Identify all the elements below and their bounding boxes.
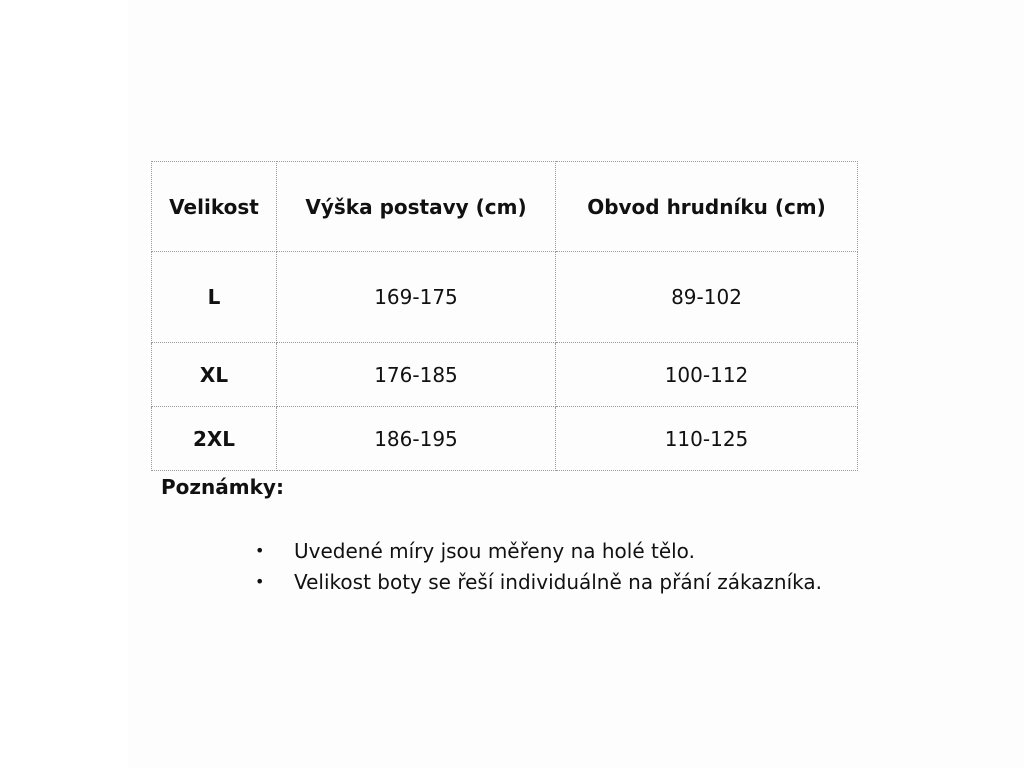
table-row xyxy=(152,343,858,407)
height-cell: 186-195 xyxy=(277,407,556,471)
header-size: Velikost xyxy=(152,162,277,252)
chest-cell: 100-112 xyxy=(556,343,858,407)
list-item xyxy=(250,568,822,599)
bullet-icon: • xyxy=(255,541,265,560)
list-item xyxy=(250,537,822,568)
notes-list xyxy=(250,537,822,599)
table-row xyxy=(152,407,858,471)
size-cell: 2XL xyxy=(152,407,277,471)
size-cell: XL xyxy=(152,343,277,407)
height-cell: 169-175 xyxy=(277,252,556,343)
size-chart-table xyxy=(151,161,858,471)
table-row xyxy=(152,252,858,343)
note-text: Velikost boty se řeší individuálně na přání zákazníka. xyxy=(294,570,823,594)
table-header-row xyxy=(152,162,858,252)
chest-cell: 89-102 xyxy=(556,252,858,343)
chest-cell: 110-125 xyxy=(556,407,858,471)
header-body-height: Výška postavy (cm) xyxy=(277,162,556,252)
note-text: Uvedené míry jsou měřeny na holé tělo. xyxy=(294,539,695,563)
bullet-icon: • xyxy=(255,572,265,591)
height-cell: 176-185 xyxy=(277,343,556,407)
notes-heading: Poznámky: xyxy=(161,475,284,499)
header-chest-circumference: Obvod hrudníku (cm) xyxy=(556,162,858,252)
size-cell: L xyxy=(152,252,277,343)
